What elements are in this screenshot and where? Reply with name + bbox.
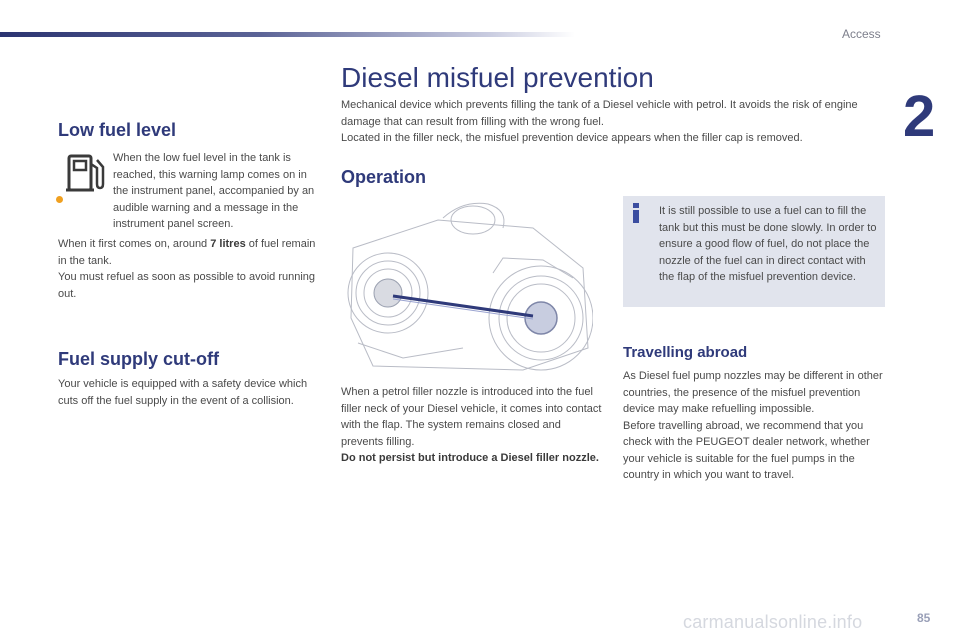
watermark: carmanualsonline.info [683,612,863,632]
travelling-abroad-description: As Diesel fuel pump nozzles may be different in other countries, the presence of the misfuel prevention device may make refuelling impossible. Before travelling abroad, we recommend that you check with the PEUGEOT dealer network, whether your vehicle is suitable for the fuel pumps in the country in which you want to travel. [623,370,883,481]
fuel-cutoff-title: Fuel supply cut-off [58,349,219,369]
filler-neck-illustration [343,198,593,373]
page-title: Diesel misfuel prevention [341,62,654,93]
info-icon [632,203,641,223]
operation-title: Operation [341,167,427,187]
section-label: Access [842,27,881,41]
header-bar [0,32,575,37]
travelling-abroad-title: Travelling abroad [623,344,748,361]
low-fuel-title: Low fuel level [58,120,177,140]
info-text: It is still possible to use a fuel can to fill the tank but this must be done slowly. In order to ensure a good flow of fuel, do not place the nozzle of the fuel can in direct contact with the flap of the misfuel prevention device. [659,205,877,283]
fuel-quantity: 7 litres [210,238,246,250]
operation-warning: Do not persist but introduce a Diesel filler nozzle. [341,452,599,464]
low-fuel-details: When it first comes on, around 7 litres of fuel remain in the tank. You must refuel as soon as possible to avoid running out. [58,238,316,300]
operation-description: When a petrol filler nozzle is introduced into the fuel filler neck of your Diesel vehicle, it comes into contact with the flap. The system remains closed and prevents filling. Do not persist but introduce a Diesel filler nozzle. [341,386,602,464]
misfuel-intro: Mechanical device which prevents filling the tank of a Diesel vehicle with petrol. It avoids the risk of engine damage that can result from filling with the wrong fuel. Located in the filler neck, the misfuel prevention device appears when the filler cap is removed. [341,99,858,144]
page-number: 85 [917,611,931,625]
low-fuel-description: When the low fuel level in the tank is reached, this warning lamp comes on in the instrument panel, accompanied by an audible warning and a message in the instrument panel screen. [113,152,315,230]
chapter-number: 2 [903,84,936,149]
warning-lamp-indicator [56,196,63,203]
fuel-cutoff-description: Your vehicle is equipped with a safety device which cuts off the fuel supply in the event of a collision. [58,378,308,407]
fuel-pump-icon [64,150,108,198]
